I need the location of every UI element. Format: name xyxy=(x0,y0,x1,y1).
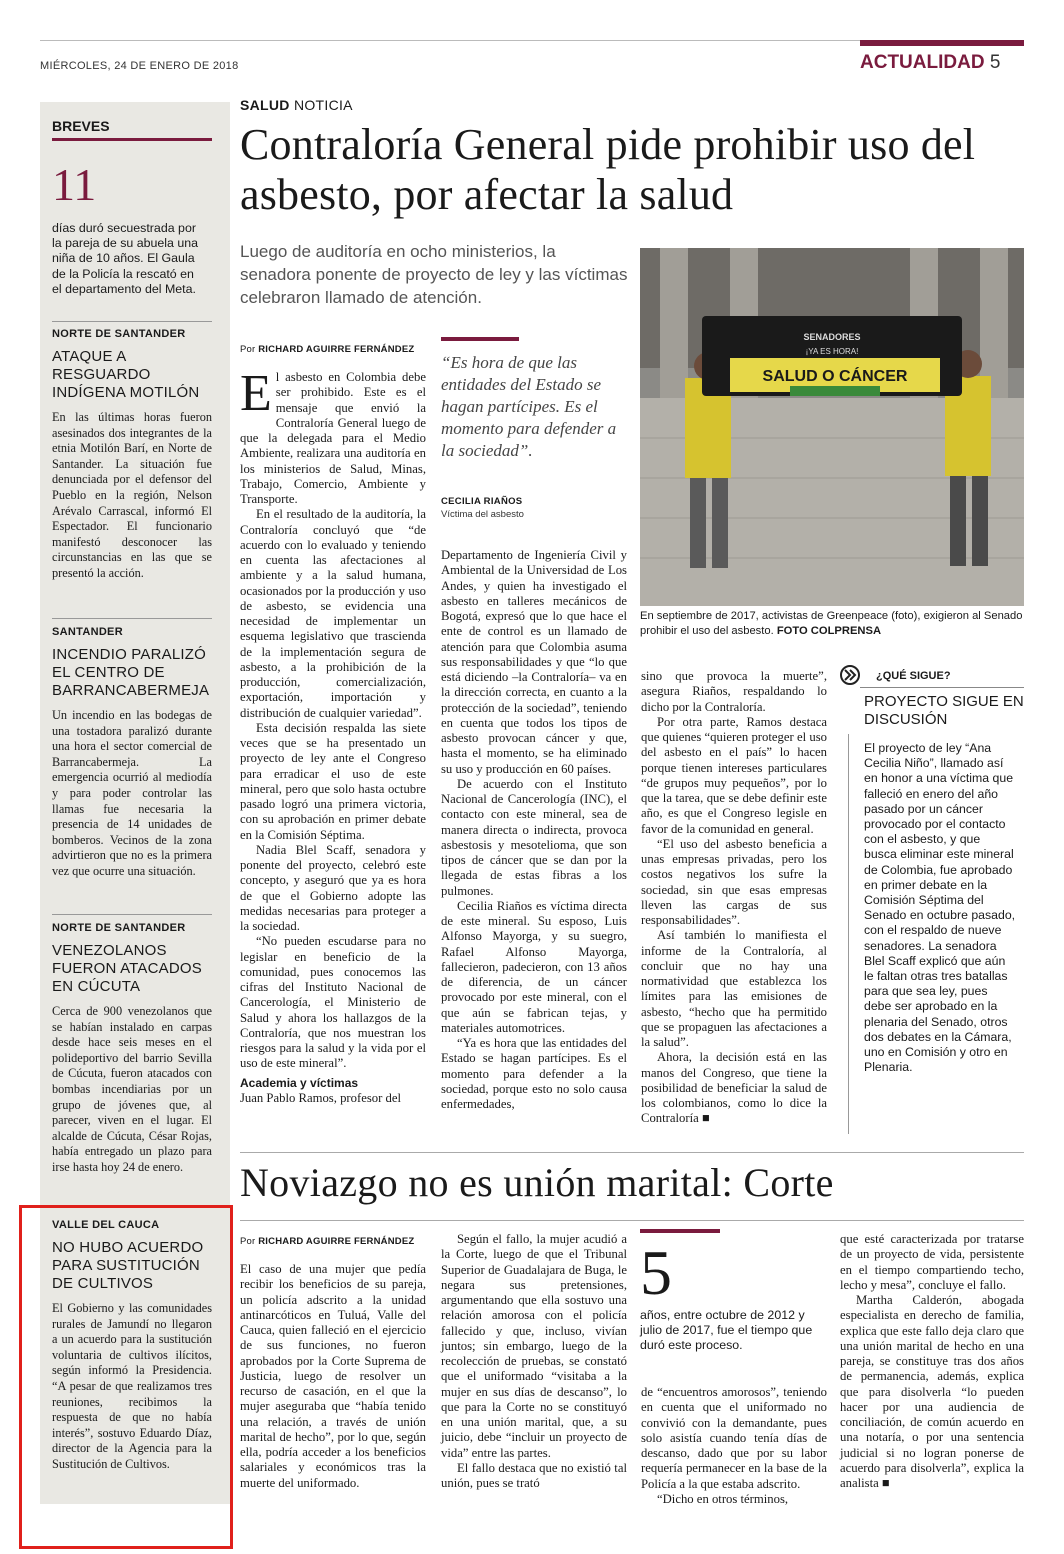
sidebar-divider xyxy=(52,914,212,915)
paragraph: “El uso del asbesto beneficia a unas empresas privadas, pero los costos negativos los sufre la sociedad, sin que esas empresas lleven las cargas de sus responsabilidades”. xyxy=(641,836,827,927)
article-divider xyxy=(240,1152,1024,1153)
sidebar-divider xyxy=(52,321,212,322)
brief-text: El Gobierno y las comunidades rurales de Jamundí no llegaron a un acuerdo para la sustitución voluntaria de cultivos ilícitos, según informó la Presidencia. “A pesar de que realizamos tres reuniones, recibimos la respuesta de que no había interés”, sostuvo Eduardo Díaz, director de la Agencia para la Sustitución de Cultivos. xyxy=(52,1301,212,1471)
quote-rule xyxy=(441,337,519,341)
paragraph: Nadia Blel Scaff, senadora y ponente del proyecto, celebró este concepto, y aseguró que ya es hora de que el Gobierno adopte las medidas necesarias para proteger a la sociedad. xyxy=(240,842,426,933)
brief-text: En las últimas horas fueron asesinados dos integrantes de la etnia Motilón Barí, en Norte de Santander. La situación fue denunciada por el defensor del Pueblo en la región, Nelson Arévalo Carrascal, informó El Espectador. El funcionario manifestó desconocer las circunstancias en las que se presentó la acción. xyxy=(52,410,212,580)
brief-headline: INCENDIO PARALIZÓ EL CENTRO DE BARRANCABERMEJA xyxy=(52,646,210,699)
article2-column-3 xyxy=(641,1385,827,1507)
photo-credit: FOTO COLPRENSA xyxy=(776,625,882,637)
brief-item xyxy=(52,626,212,880)
article-column-1 xyxy=(240,365,426,1106)
byline-prefix: Por xyxy=(240,344,256,355)
chevron-right-icon xyxy=(840,665,860,685)
page-date: MIÉRCOLES, 24 DE ENERO DE 2018 xyxy=(40,60,239,72)
paragraph: “No pueden escudarse para no legislar en beneficio de la comunidad, pues conocemos las cifras del Instituto Nacional de Cancerología, el Ministerio de Salud y ahora los hallazgos de la Contraloría, que nos muestran los riesgos para la salud y la vida por el uso de este mineral”. xyxy=(240,934,426,1071)
article-photo xyxy=(640,248,1024,606)
brief-item xyxy=(52,328,212,582)
paragraph: Esta decisión respalda las siete veces que se ha presentado un proyecto de ley ante el Congreso para erradicar el uso de este mineral, pero que solo hasta octubre pasado logró una primera victoria, con su aprobación en primer debate en la Comisión Séptima. xyxy=(240,720,426,842)
article2-column-1 xyxy=(240,1262,426,1491)
article2-headline: Noviazgo no es unión marital: Corte xyxy=(240,1160,834,1205)
brief-text: Un incendio en las bodegas de una tostadora paralizó durante una hora el sector comercial de Barrancabermeja. La emergencia ocurrió al mediodía y para poder controlar las llamas fue necesaria la presencia de 14 unidades de bomberos. Vecinos de la zona advirtieron que no es la primera vez que ocurre una situación. xyxy=(52,708,212,878)
paragraph: sino que provoca la muerte”, asegura Riaños, respaldando lo dicho por la Contraloría. xyxy=(641,669,827,714)
paragraph: l asbesto en Colombia debe ser prohibido. Este es el mensaje que envió la Contraloría General luego de que la delegada para el Medio Ambiente, realizara una auditoría en los ministerios de Salud, Minas, Trabajo, Comercio, Ambiente y Transporte. xyxy=(240,370,426,506)
section-name: ACTUALIDAD xyxy=(860,52,985,73)
paragraph: Juan Pablo Ramos, profesor del xyxy=(240,1090,402,1105)
kicker-rest: NOTICIA xyxy=(293,97,353,113)
page-number: 5 xyxy=(989,52,1001,73)
brief-kicker: VALLE DEL CAUCA xyxy=(52,1219,160,1231)
sign-top-text: SENADORES xyxy=(803,332,861,342)
sign-main-text: SALUD O CÁNCER xyxy=(762,368,908,385)
brief-headline: ATAQUE A RESGUARDO INDÍGENA MOTILÓN xyxy=(52,348,200,401)
paragraph: De acuerdo con el Instituto Nacional de Cancerología (INC), el contacto con este mineral, sea de manera directa o indirecta, provoca asbestosis y mesotelioma, que son tipos de cáncer que se dan por la llegada de estas fibras a los pulmones. xyxy=(441,776,627,898)
paragraph: “Dicho en otros términos, xyxy=(657,1491,789,1506)
brief-kicker: NORTE DE SANTANDER xyxy=(52,328,186,340)
what-next-text: El proyecto de ley “Ana Cecilia Niño”, llamado así en honor a una víctima que falleció en enero del año pasado por un cáncer provocado por el contacto con el asbesto, y que busca eliminar este mineral de Colombia, fue aprobado en primer debate en la Comisión Séptima del Senado en octubre pasado, con el respaldo de nueve senadores. La senadora Blel Scaff explicó que aún le faltan otras tres batallas para que sea ley, pues debe ser aprobado en la plenaria del Senado, otros dos debates en la Cámara, uno en Comisión y otro en Plenaria. xyxy=(864,741,1016,1075)
subhead: Academia y víctimas xyxy=(240,1075,359,1090)
byline-name: RICHARD AGUIRRE FERNÁNDEZ xyxy=(258,344,415,355)
brief-text: Cerca de 900 venezolanos que se habían instalado en carpas desde hace seis meses en el polideportivo del barrio Sevilla de Cúcuta, fueron atacados con bombas incendiarias por un grupo de jóvenes que, al parecer, viven en el lugar. El alcalde de Cúcuta, César Rojas, había entregado un plazo para irse hasta hoy 24 de enero. xyxy=(52,1004,212,1174)
what-next-kicker: ¿QUÉ SIGUE? xyxy=(876,670,951,682)
paragraph: que esté caracterizada por tratarse de un proyecto de vida, persistente en el tiempo compartiendo techo, lecho y mesa”, concluye el fallo. xyxy=(840,1232,1024,1292)
breves-intro: días duró secuestrada por la pareja de su abuela una niña de 10 años. El Gaula de la Policía la rescató en el departamento del Meta. xyxy=(52,221,199,296)
paragraph: Departamento de Ingeniería Civil y Ambiental de la Universidad de Los Andes, y quien ha investigado el asbesto en talleres mecánicos de Bogotá, expresó que lo que hace el ente de control es un llamado de atención para que Colombia asuma sus responsabilidades y que “lo que está diciendo –la Contraloría– va en la dirección correcta, en cuanto a la protección de la sociedad”, teniendo en cuenta que todos los tipos de asbesto provocan cáncer y que, hasta el momento, se ha eliminado su uso y producción en 60 países. xyxy=(441,548,627,776)
article2-byline xyxy=(240,1236,414,1247)
paragraph: En el resultado de la auditoría, la Contraloría concluyó que “de acuerdo con lo evaluado y teniendo en cuenta las afectaciones al ambiente y a la salud humana, ocasionados por la producción y uso de asbesto, se evidencia una necesidad de implementar un esquema legislativo que trascienda de la implementación segura de asbesto, a la prohibición de la producción, comercialización, exportación, importación y distribución de cualquier variedad”. xyxy=(240,507,426,720)
big-number-rule xyxy=(640,1229,720,1233)
paragraph: El fallo destaca que no existió tal unión, pues se trató xyxy=(441,1460,627,1490)
paragraph: Cecilia Riaños es víctima directa de este mineral. Su esposo, Luis Alfonso Mayorga, y su suegro, Rafael Alfonso Mayorga, fallecieron, padecieron, con 13 años de diferencia, de un cáncer provocado por este mineral, con el que aún se fabrican tejas, y materiales automotrices. xyxy=(441,898,627,1035)
paragraph: Ahora, la decisión está en las manos del Congreso, que tiene la posibilidad de beneficiar la salud de los colombianos, como lo dice la Contraloría ■ xyxy=(641,1050,827,1126)
greenpeace-protest-image xyxy=(640,248,1024,606)
article-byline xyxy=(240,344,414,355)
article2-rule xyxy=(240,1220,1024,1221)
article-headline: Contraloría General pide prohibir uso del asbesto, por afectar la salud xyxy=(240,120,976,219)
drop-cap: E xyxy=(240,365,272,422)
section-color-bar xyxy=(860,40,1024,46)
byline-prefix: Por xyxy=(240,1236,256,1247)
breves-label: BREVES xyxy=(52,118,110,134)
paragraph: Martha Calderón, abogada especialista en derecho de familia, explica que este fallo deja claro que una unión marital de hecho en una pareja, se constituye tras dos años de permanencia, además, explica que para disolverla “lo pueden hacer por una audiencia de conciliación, de común acuerdo en una notaría, o por una sentencia judicial si no logran ponerse de acuerdo para disolverla”, explica la analista ■ xyxy=(840,1293,1024,1490)
section-title xyxy=(860,52,1024,74)
breves-big-number: 11 xyxy=(52,159,97,210)
paragraph: Según el fallo, la mujer acudió a la Corte, luego de que el Tribunal Superior de Guadalajara de Buga, le negara sus pretensiones, argumentando que ella sostuvo una relación amorosa con el policía fallecido y que, incluso, vivían juntos; sin embargo, luego de la recolección de pruebas, se constató que el uniformado “visitaba a la mujer en sus días de descanso”, lo que para la Corte no se constituyó en una unión marital, que, a su juicio, debe “incluir un proyecto de vida” entre las partes. xyxy=(441,1232,627,1460)
paragraph: Así también lo manifiesta el informe de la Contraloría, al concluir que no hay una normatividad que establezca los límites para las emisiones de asbesto, “hecho que ha permitido que se propaguen las afectaciones a la salud”. xyxy=(641,928,827,1049)
article2-column-4 xyxy=(840,1232,1024,1491)
breves-rule xyxy=(52,138,212,141)
photo-caption xyxy=(640,609,1024,639)
sidebar-divider xyxy=(52,618,212,619)
byline-name: RICHARD AGUIRRE FERNÁNDEZ xyxy=(258,1236,415,1247)
brief-kicker: NORTE DE SANTANDER xyxy=(52,922,186,934)
quote-author-role: Víctima del asbesto xyxy=(441,509,524,520)
article2-big-number: 5 xyxy=(640,1237,672,1308)
sign-mid-text: ¡YA ES HORA! xyxy=(805,347,859,356)
article-kicker xyxy=(240,97,353,113)
paragraph: El caso de una mujer que pedía recibir los beneficios de su pareja, un policía adscrito a la unidad antinarcóticos en Tuluá, Valle del Cauca, quien falleció en el ejercicio de sus funciones, no fueron aprobados por la Corte Suprema de Justicia, luego de resolver un recurso de casación, en el que la mujer aseguraba que “había tenido una relación, a través de unión marital de hecho”, por lo que, según ella, podría acceder a los beneficios salariales y económicos tras la muerte del uniformado. xyxy=(240,1262,426,1490)
paragraph: “Ya es hora que las entidades del Estado se hagan partícipes. Es el momento para defender a la sociedad, porque esto no solo causa enfermedades, xyxy=(441,1036,627,1111)
article-deck: Luego de auditoría en ocho ministerios, la senadora ponente de proyecto de ley y las víctimas celebraron llamado de atención. xyxy=(240,242,628,307)
what-next-headline: PROYECTO SIGUE EN DISCUSIÓN xyxy=(864,693,1024,728)
article-column-2 xyxy=(441,548,627,1112)
pull-quote: “Es hora de que las entidades del Estado se hagan partícipes. Es el momento para defender a la sociedad”. xyxy=(441,353,617,460)
brief-item xyxy=(52,922,212,1176)
brief-kicker: SANTANDER xyxy=(52,626,123,638)
paragraph: de “encuentros amorosos”, teniendo en cuenta que el uniformado no convivió con la demandante, pues solo asistía cuando tenía días de descanso, dado que por su labor requería permanecer en la base de la Policía a la que estaba adscrito. xyxy=(641,1385,827,1491)
kicker-bold: SALUD xyxy=(240,97,290,113)
paragraph: Por otra parte, Ramos destaca que quienes “quieren proteger el uso del asbesto en el país” lo hacen porque tienen intereses particulares “de grupos muy pequeños”, por lo que la tarea, que se debe definir este año, es que el Congreso legisle en favor de la comunidad en general. xyxy=(641,714,827,836)
article-column-3 xyxy=(641,669,827,1127)
what-next-rule xyxy=(860,687,1024,688)
caption-text: En septiembre de 2017, activistas de Greenpeace (foto), exigieron al Senado prohibir el uso del asbesto. xyxy=(640,610,1023,637)
brief-headline: NO HUBO ACUERDO PARA SUSTITUCIÓN DE CULTIVOS xyxy=(52,1239,204,1292)
brief-headline: VENEZOLANOS FUERON ATACADOS EN CÚCUTA xyxy=(52,942,202,995)
article2-column-2 xyxy=(441,1232,627,1491)
article2-big-number-text: años, entre octubre de 2012 y julio de 2017, fue el tiempo que duró este proceso. xyxy=(640,1308,813,1353)
quote-author: CECILIA RIAÑOS xyxy=(441,496,523,507)
highlight-box xyxy=(19,1205,233,1549)
